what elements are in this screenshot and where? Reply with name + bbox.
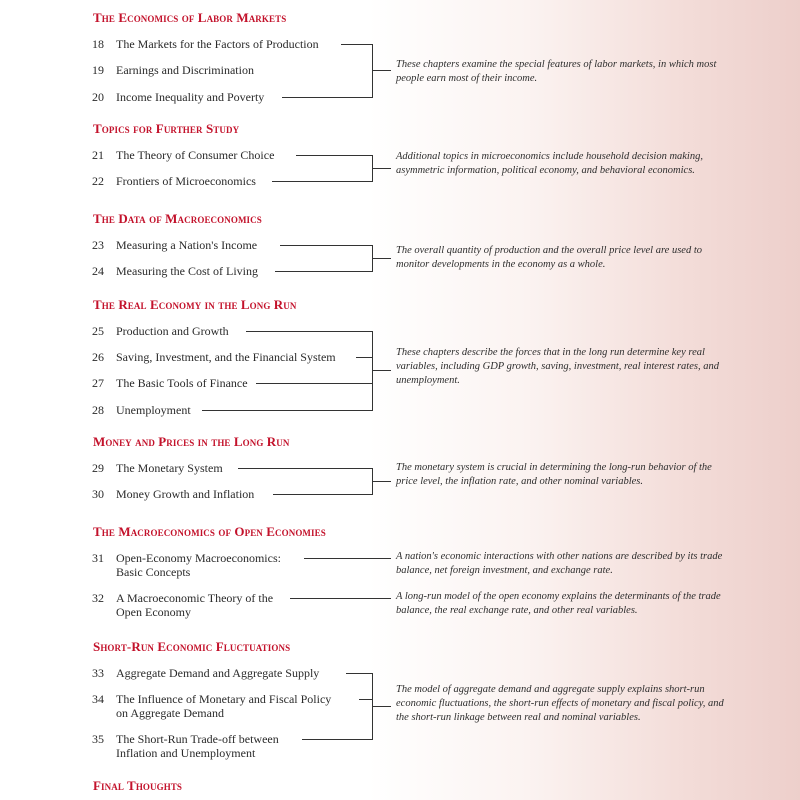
chapter-number: 23 — [92, 238, 104, 252]
bracket-line — [238, 468, 373, 469]
bracket-line — [373, 70, 391, 71]
bracket-line — [373, 481, 391, 482]
section-heading: The Data of Macroeconomics — [93, 211, 262, 226]
chapter-title-line-2: on Aggregate Demand — [116, 706, 224, 720]
chapter-title-line-1: A Macroeconomic Theory of the — [116, 591, 274, 605]
chapter-number: 34 — [92, 692, 104, 706]
chapter-number: 18 — [92, 37, 104, 51]
bracket-line — [282, 97, 373, 98]
chapter-number: 33 — [92, 666, 104, 680]
bracket-line — [273, 494, 373, 495]
section-heading: The Macroeconomics of Open Economies — [93, 524, 326, 539]
chapter-entry[interactable] — [92, 461, 223, 475]
bracket-line — [256, 383, 373, 384]
section-description: These chapters examine the special features of labor markets, in which most people earn most of their income. — [396, 59, 717, 84]
chapter-number: 26 — [92, 350, 104, 364]
chapter-entry[interactable] — [92, 350, 336, 364]
bracket-line — [356, 357, 373, 358]
bracket-line — [341, 44, 373, 45]
chapter-entry[interactable] — [92, 238, 257, 252]
chapter-title-line-2: Basic Concepts — [116, 565, 191, 579]
bracket-line — [275, 271, 373, 272]
chapter-title-line-1: The Influence of Monetary and Fiscal Policy — [116, 692, 332, 706]
chapter-title: Unemployment — [116, 403, 191, 417]
chapter-entry[interactable] — [92, 692, 331, 720]
bracket-line — [373, 706, 391, 707]
bracket-line — [373, 258, 391, 259]
chapter-number: 32 — [92, 591, 104, 605]
chapter-number: 31 — [92, 551, 104, 565]
bracket-line — [373, 168, 391, 169]
section-description: The overall quantity of production and the overall price level are used to monitor developments in the economy as a whole. — [396, 245, 702, 270]
bracket-line — [372, 331, 373, 411]
bracket-line — [202, 410, 373, 411]
chapter-title-line-1: Open-Economy Macroeconomics: — [116, 551, 281, 565]
chapter-number: 29 — [92, 461, 104, 475]
chapter-title: The Theory of Consumer Choice — [116, 148, 275, 162]
bracket-line — [359, 699, 373, 700]
bracket-line — [346, 673, 373, 674]
chapter-entry[interactable] — [92, 63, 254, 77]
connector-line — [304, 558, 391, 559]
chapter-number: 22 — [92, 174, 104, 188]
chapter-title-line-2: Open Economy — [116, 605, 191, 619]
chapter-title: The Monetary System — [116, 461, 223, 475]
chapter-entry[interactable] — [92, 487, 254, 501]
bracket-line — [296, 155, 373, 156]
chapter-entry[interactable] — [92, 324, 229, 338]
chapter-title-line-2: Inflation and Unemployment — [116, 746, 256, 760]
chapter-entry[interactable] — [92, 148, 274, 162]
chapter-title: Income Inequality and Poverty — [116, 90, 265, 104]
chapter-number: 19 — [92, 63, 104, 77]
chapter-title: The Markets for the Factors of Production — [116, 37, 319, 51]
chapter-entry[interactable] — [92, 37, 319, 51]
chapter-number: 30 — [92, 487, 104, 501]
chapter-entry[interactable] — [92, 174, 256, 188]
chapter-number: 21 — [92, 148, 104, 162]
chapter-number: 28 — [92, 403, 104, 417]
section-heading: The Economics of Labor Markets — [93, 10, 287, 25]
chapter-entry[interactable] — [92, 403, 191, 417]
chapter-number: 27 — [92, 376, 104, 390]
chapter-title: Frontiers of Microeconomics — [116, 174, 256, 188]
chapter-number: 25 — [92, 324, 104, 338]
section-description: Additional topics in microeconomics include household decision making, asymmetric information, political economy, and behavioral economics. — [396, 151, 703, 176]
chapter-description: A nation's economic interactions with other nations are described by its trade balance, net foreign investment, and exchange rate. — [396, 551, 723, 576]
bracket-line — [246, 331, 373, 332]
chapter-entry[interactable] — [92, 90, 264, 104]
chapter-entry[interactable] — [92, 732, 279, 760]
chapter-number: 24 — [92, 264, 104, 278]
chapter-title: Production and Growth — [116, 324, 229, 338]
section-description: These chapters describe the forces that in the long run determine key real variables, including GDP growth, saving, investment, real interest rates, and unemployment. — [396, 347, 719, 386]
bracket-line — [373, 370, 391, 371]
chapter-title: Measuring the Cost of Living — [116, 264, 258, 278]
chapter-title: Aggregate Demand and Aggregate Supply — [116, 666, 320, 680]
section-heading: Topics for Further Study — [93, 121, 240, 136]
chapter-number: 35 — [92, 732, 104, 746]
chapter-title-line-1: The Short-Run Trade-off between — [116, 732, 279, 746]
chapter-title: Measuring a Nation's Income — [116, 238, 258, 252]
bracket-line — [272, 181, 373, 182]
chapter-number: 20 — [92, 90, 104, 104]
chapter-title: Earnings and Discrimination — [116, 63, 254, 77]
section-heading: Final Thoughts — [93, 778, 183, 793]
section-description: The monetary system is crucial in determining the long-run behavior of the price level, the inflation rate, and other nominal variables. — [396, 462, 712, 487]
chapter-description: A long-run model of the open economy explains the determinants of the trade balance, the real exchange rate, and other real variables. — [396, 591, 721, 616]
connector-line — [290, 598, 391, 599]
chapter-title: The Basic Tools of Finance — [116, 376, 248, 390]
section-description: The model of aggregate demand and aggregate supply explains short-run economic fluctuations, the short-run effects of monetary and fiscal policy, and the short-run linkage between real and nominal variables. — [396, 684, 724, 723]
chapter-entry[interactable] — [92, 264, 258, 278]
bracket-line — [280, 245, 373, 246]
bracket-line — [302, 739, 373, 740]
section-heading: Money and Prices in the Long Run — [93, 434, 290, 449]
chapter-title: Money Growth and Inflation — [116, 487, 255, 501]
chapter-entry[interactable] — [92, 551, 281, 579]
chapter-entry[interactable] — [92, 376, 248, 390]
chapter-title: Saving, Investment, and the Financial System — [116, 350, 336, 364]
section-heading: The Real Economy in the Long Run — [93, 297, 297, 312]
chapter-entry[interactable] — [92, 591, 273, 619]
chapter-entry[interactable] — [92, 666, 319, 680]
bracket-line — [372, 44, 373, 98]
section-heading: Short-Run Economic Fluctuations — [93, 639, 291, 654]
